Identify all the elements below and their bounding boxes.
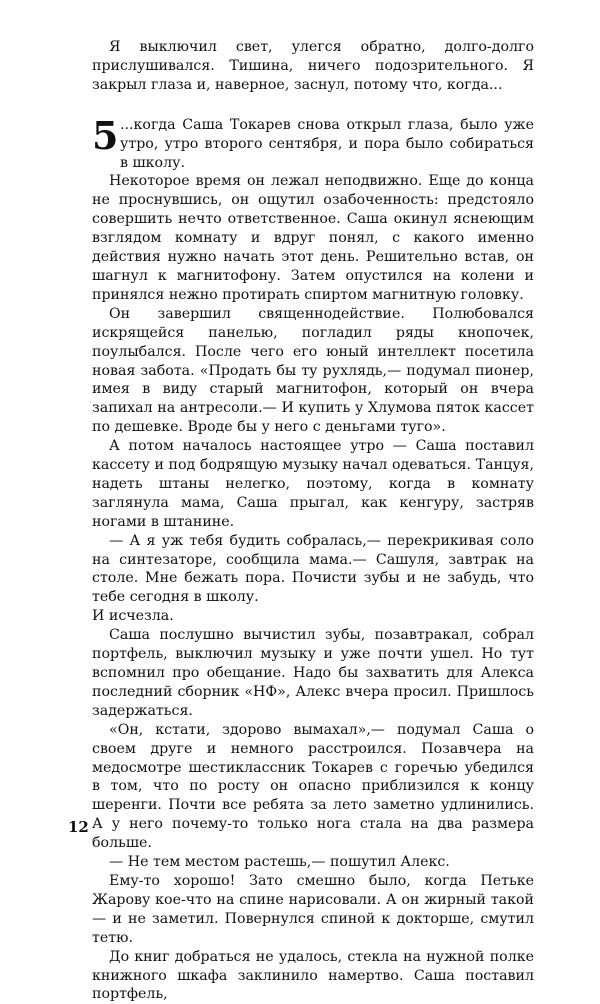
- paragraph: Он завершил священнодействие. Полюбовался искрящейся панелью, погладил ряды кнопочек, поулыбался. После чего его юный интеллект посетила новая забота. «Продать бы ту рухлядь,— подумал пионер, имея в виду старый магнитофон, который он вчера запихал на антресоли.— И купить у Хлумова пяток кассет по дешевке. Вроде бы у него с деньгами туго».: [92, 305, 534, 436]
- paragraph: До книг добраться не удалось, стекла на нужной полке книжного шкафа заклинило намертво. Саша поставил портфель,: [92, 948, 534, 1003]
- paragraph: И исчезла.: [92, 608, 174, 625]
- chapter-start: [92, 112, 534, 173]
- paragraph: «Он, кстати, здорово вымахал»,— подумал Саша о своем друге и немного расстроился. Позавчера на медосмотре шестиклассник Токарев с горечью убедился в том, что по росту он опасно приблизился к концу шеренги. Почти все ребята за лето заметно удлинились. А у него почему-то только нога стала на два размера больше.: [92, 721, 534, 852]
- page-text: [92, 38, 534, 1004]
- page-number: 12: [68, 818, 89, 836]
- chapter-number: 5: [92, 112, 119, 158]
- paragraph: Саша послушно вычистил зубы, позавтракал, собрал портфель, выключил музыку и уже почти ушел. Но тут вспомнил про обещание. Надо бы захватить для Алекса последний сборник «НФ», Алекс вчера просил. Пришлось задержаться.: [92, 627, 534, 719]
- paragraph: Ему-то хорошо! Зато смешно было, когда Петьке Жарову кое-что на спине нарисовали. А он жирный такой — и не заметил. Повернулся спиной к докторше, смутил тетю.: [92, 872, 534, 946]
- paragraph: — А я уж тебя будить собралась,— перекрикивая соло на синтезаторе, сообщила мама.— Сашуля, завтрак на столе. Мне бежать пора. Почисти зубы и не забудь, что тебе сегодня в школу.: [92, 532, 534, 606]
- section-break: [92, 95, 534, 116]
- chapter-opening-wrapper: [92, 112, 534, 173]
- paragraph: — Не тем местом растешь,— пошутил Алекс.: [109, 854, 450, 871]
- intro-paragraph: Я выключил свет, улегся обратно, долго-долго прислушивался. Тишина, ничего подозрительного. Я закрыл глаза и, наверное, заснул, потому что, когда...: [92, 39, 534, 93]
- paragraph: Некоторое время он лежал неподвижно. Еще до конца не проснувшись, он ощутил озабоченность: предстояло совершить нечто ответственное. Саша окинул яснеющим взглядом комнату и вдруг понял, с какого именно действия нужно начать этот день. Решительно встав, он шагнул к магнитофону. Затем опустился на колени и принялся нежно протирать спиртом магнитную головку.: [92, 173, 534, 303]
- paragraph: А потом началось настоящее утро — Саша поставил кассету и под бодрящую музыку начал одеваться. Танцуя, надеть штаны нелегко, поэтому, когда в комнату заглянула мама, Саша прыгал, как кенгуру, застряв ногами в штанине.: [92, 438, 534, 530]
- chapter-opening: ...когда Саша Токарев снова открыл глаза, было уже утро, утро второго сентября, и пора было собираться в школу.: [120, 116, 534, 171]
